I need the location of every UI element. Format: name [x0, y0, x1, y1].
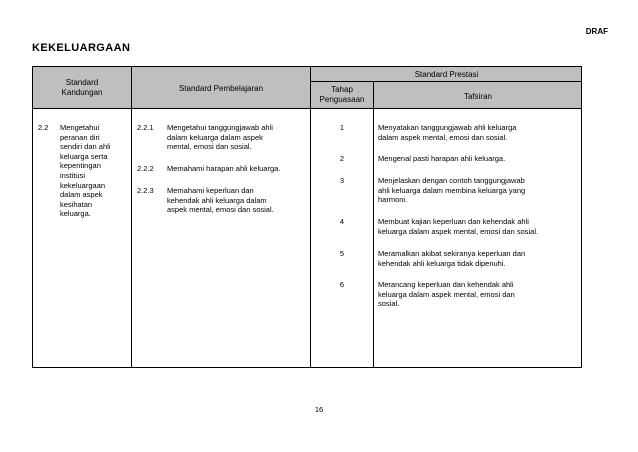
pembelajaran-number: 2.2.2: [137, 164, 154, 173]
header-standard-pembelajaran: Standard Pembelajaran: [178, 84, 264, 93]
tahap-value: 1: [339, 123, 345, 132]
draft-label: DRAF: [585, 27, 608, 36]
kandungan-text: Mengetahui peranan diri sendiri dan ahli keluarga serta kepentingan institusi kekeluargaan dalam aspek kesihatan keluarga.: [60, 123, 111, 219]
page-title: KEKELUARGAAN: [32, 42, 131, 54]
pembelajaran-text: Memahami keperluan dan kehendak ahli keluarga dalam aspek mental, emosi dan sosial.: [167, 186, 274, 215]
tahap-value: 3: [339, 176, 345, 185]
tahap-value: 6: [339, 280, 345, 289]
pembelajaran-text: Mengetahui tanggungjawab ahli dalam keluarga dalam aspek mental, emosi dan sosial.: [167, 123, 273, 152]
tahap-value: 4: [339, 217, 345, 226]
pembelajaran-number: 2.2.1: [137, 123, 154, 132]
tafsiran-text: Meramalkan akibat sekiranya keperluan dan kehendak ahli keluarga tidak dipenuhi.: [378, 249, 526, 268]
kandungan-number: 2.2: [38, 123, 49, 132]
tafsiran-text: Menyatakan tanggungjawab ahli keluarga dalam aspek mental, emosi dan sosial.: [378, 123, 517, 142]
header-standard-kandungan: Standard Kandungan: [61, 78, 103, 97]
tahap-value: 5: [339, 249, 345, 258]
page-number: 16: [314, 405, 324, 414]
header-tafsiran: Tafsiran: [463, 92, 492, 101]
tafsiran-text: Menjelaskan dengan contoh tanggungjawab ahli keluarga dalam membina keluarga yang harmoni.: [378, 176, 526, 205]
tafsiran-text: Merancang keperluan dan kehendak ahli keluarga dalam aspek mental, emosi dan sosial.: [378, 280, 515, 309]
tafsiran-text: Membuat kajian keperluan dan kehendak ahli keluarga dalam aspek mental, emosi dan sosial.: [378, 217, 539, 236]
curriculum-table: [32, 66, 582, 368]
pembelajaran-text: Memahami harapan ahli keluarga.: [167, 164, 281, 173]
header-tahap-penguasaan: Tahap Penguasaan: [319, 85, 365, 104]
tafsiran-text: Mengenal pasti harapan ahli keluarga.: [378, 154, 506, 163]
header-standard-prestasi: Standard Prestasi: [414, 70, 479, 79]
tahap-value: 2: [339, 154, 345, 163]
pembelajaran-number: 2.2.3: [137, 186, 154, 195]
